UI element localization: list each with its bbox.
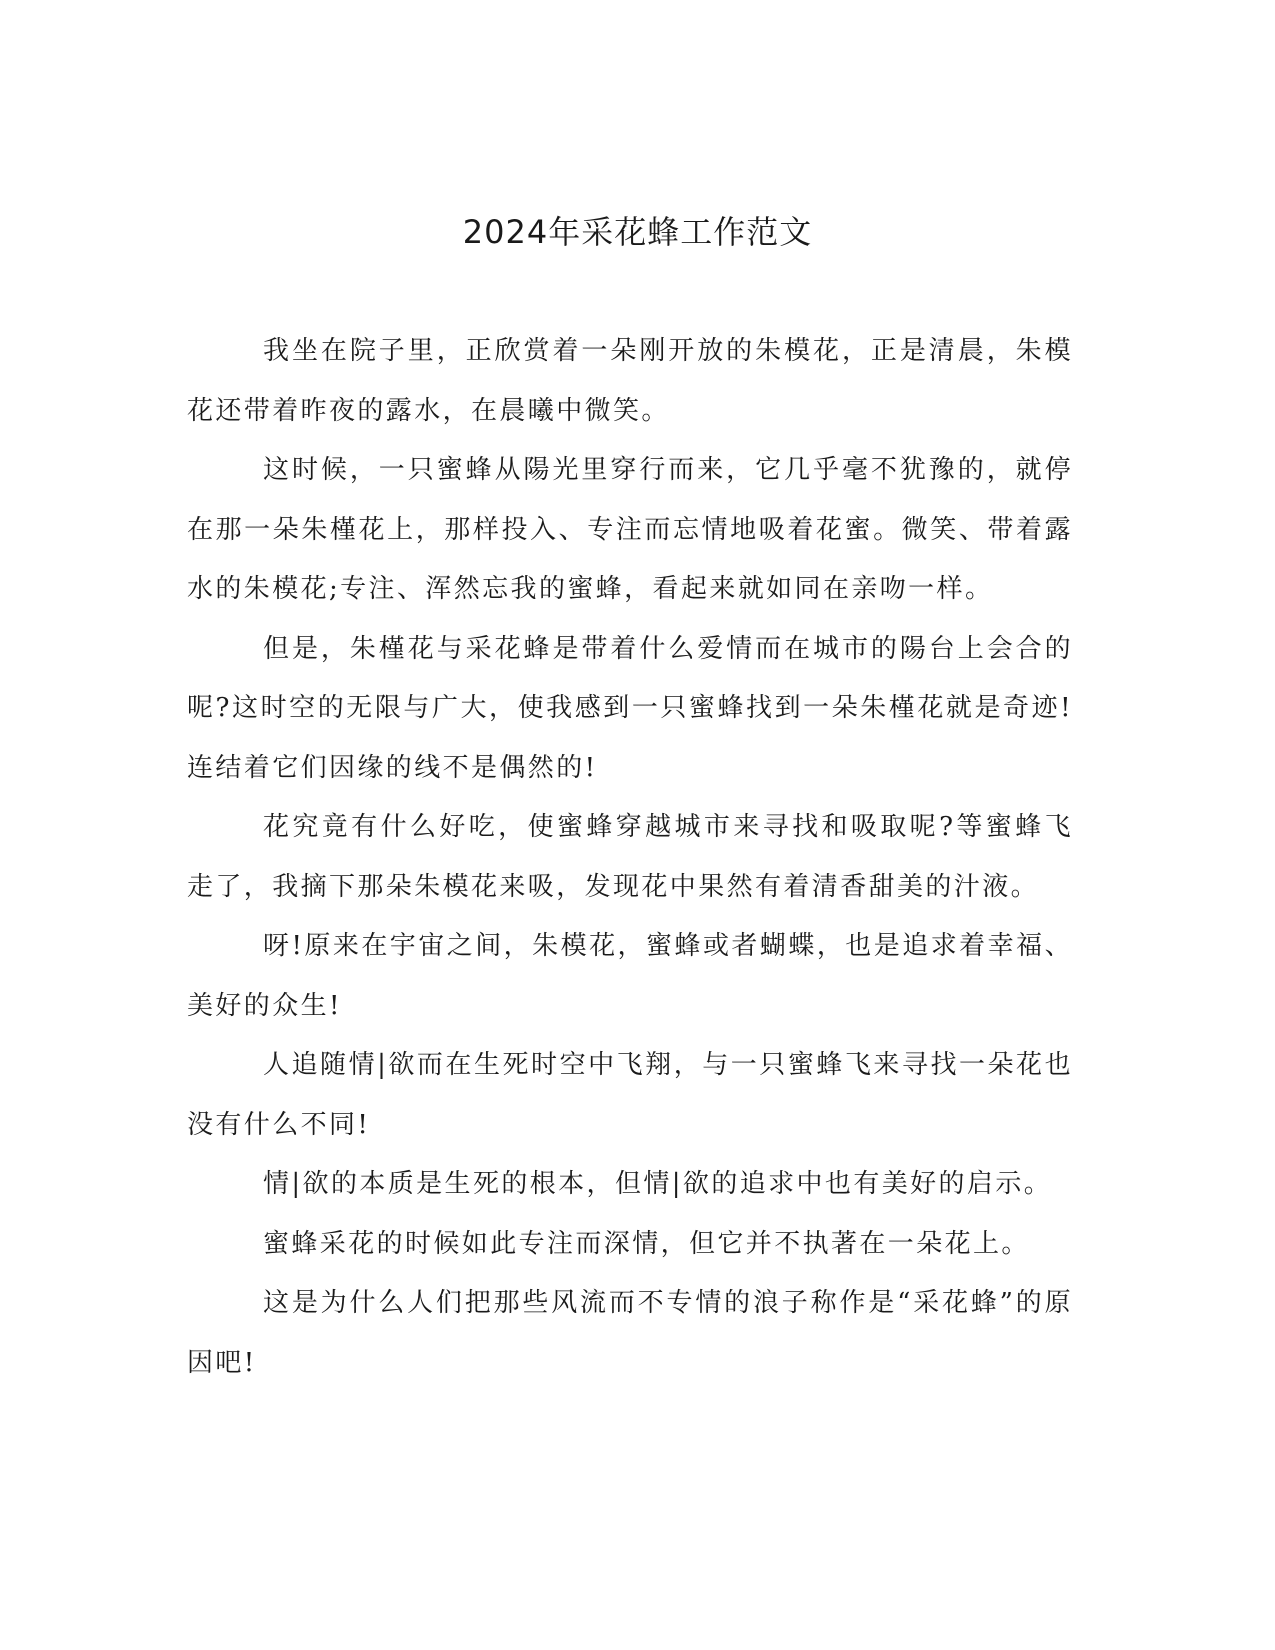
article-body: [187, 322, 1073, 1393]
paragraph-8: 蜜蜂采花的时候如此专注而深情，但它并不执著在一朵花上。: [263, 1228, 1030, 1259]
paragraph-7: 情|欲的本质是生死的根本，但情|欲的追求中也有美好的启示。: [263, 1169, 1053, 1199]
paragraph-5: 呀!原来在宇宙之间，朱模花，蜜蜂或者蝴蝶，也是追求着幸福、美好的众生!: [187, 931, 1073, 1021]
page-title: 2024年采花蜂工作范文: [462, 213, 813, 251]
paragraph-4: 花究竟有什么好吃，使蜜蜂穿越城市来寻找和吸取呢?等蜜蜂飞走了，我摘下那朵朱模花来吸，发现花中果然有着清香甜美的汁液。: [187, 812, 1073, 902]
paragraph-3: 但是，朱槿花与采花蜂是带着什么爱情而在城市的陽台上会合的呢?这时空的无限与广大，使我感到一只蜜蜂找到一朵朱槿花就是奇迹!连结着它们因缘的线不是偶然的!: [187, 633, 1073, 783]
paragraph-6: 人追随情|欲而在生死时空中飞翔，与一只蜜蜂飞来寻找一朵花也没有什么不同!: [187, 1050, 1073, 1140]
paragraph-1: 我坐在院子里，正欣赏着一朵刚开放的朱模花，正是清晨，朱模花还带着昨夜的露水，在晨曦中微笑。: [187, 336, 1073, 426]
paragraph-9: 这是为什么人们把那些风流而不专情的浪子称作是“采花蜂”的原因吧!: [187, 1288, 1073, 1378]
paragraph-2: 这时候，一只蜜蜂从陽光里穿行而来，它几乎毫不犹豫的，就停在那一朵朱槿花上，那样投入、专注而忘情地吸着花蜜。微笑、带着露水的朱模花;专注、浑然忘我的蜜蜂，看起来就如同在亲吻一样。: [187, 455, 1073, 604]
